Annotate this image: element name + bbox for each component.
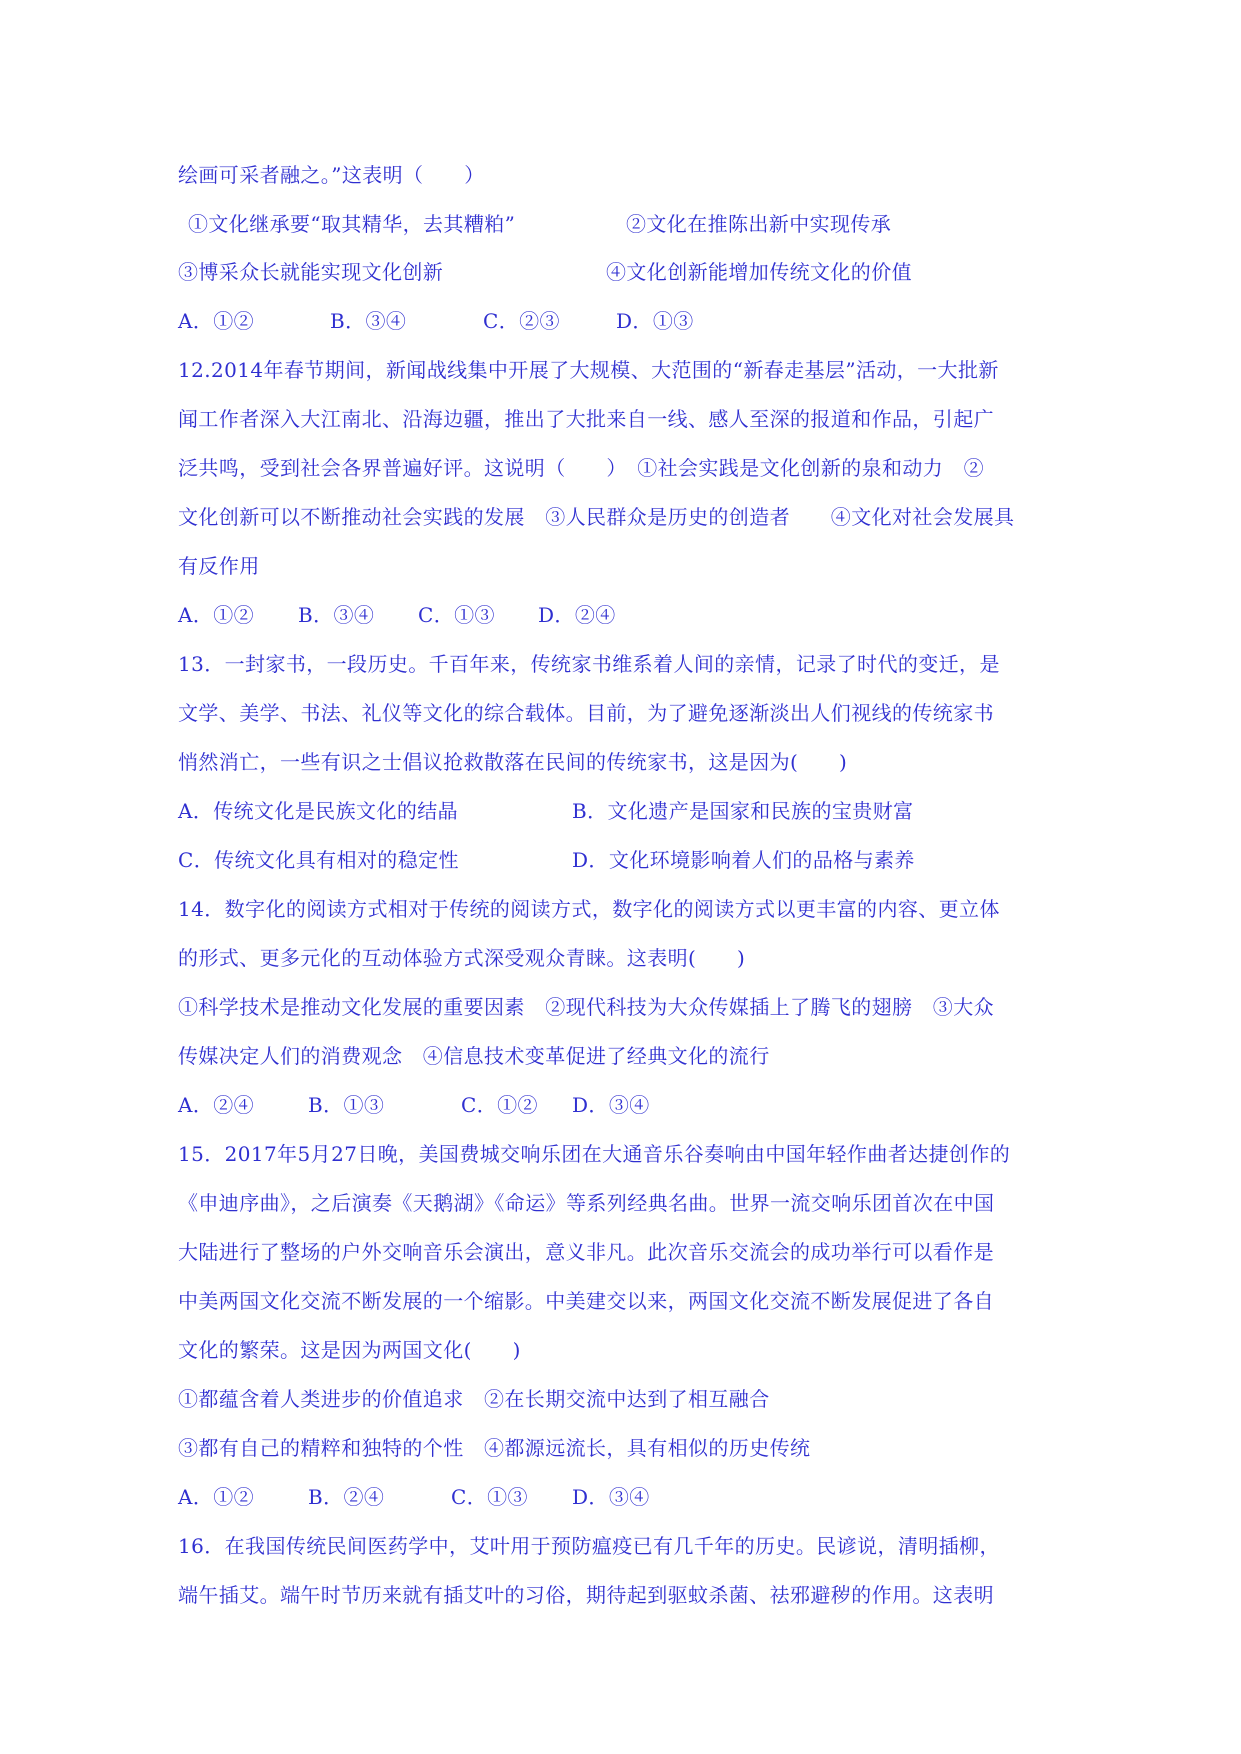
q14-text-line: ①科学技术是推动文化发展的重要因素 ②现代科技为大众传媒插上了腾飞的翅膀 ③大众 (178, 995, 994, 1019)
q14-text-line: 的形式、更多元化的互动体验方式深受观众青睐。这表明( ) (178, 946, 746, 970)
q15-choice-d: D．③④ (572, 1485, 650, 1509)
q13-choice-b: B．文化遗产是国家和民族的宝贵财富 (572, 799, 914, 823)
q13-text-line: 13．一封家书，一段历史。千百年来，传统家书维系着人间的亲情，记录了时代的变迁，是 (178, 652, 1000, 676)
q14-choice-c: C．①② (461, 1093, 538, 1117)
q13-choice-a: A．传统文化是民族文化的结晶 (178, 799, 459, 823)
q13-choice-c: C．传统文化具有相对的稳定性 (178, 848, 459, 872)
q15-statements-row-1: ①都蕴含着人类进步的价值追求 ②在长期交流中达到了相互融合 (178, 1387, 770, 1411)
q14-text-line: 14．数字化的阅读方式相对于传统的阅读方式，数字化的阅读方式以更丰富的内容、更立体 (178, 897, 1000, 921)
q14-choice-d: D．③④ (572, 1093, 650, 1117)
q14-choice-b: B．①③ (308, 1093, 385, 1117)
q13-text-line: 文学、美学、书法、礼仪等文化的综合载体。目前，为了避免逐渐淡出人们视线的传统家书 (178, 701, 994, 725)
q15-text-line: 《申迪序曲》，之后演奏《天鹅湖》《命运》等系列经典名曲。世界一流交响乐团首次在中国 (178, 1191, 995, 1215)
q12-choice-b: B．③④ (298, 603, 375, 627)
q16-text-line: 端午插艾。端午时节历来就有插艾叶的习俗，期待起到驱蚊杀菌、祛邪避秽的作用。这表明 (178, 1583, 994, 1607)
q15-text-line: 15．2017年5月27日晚，美国费城交响乐团在大通音乐谷奏响由中国年轻作曲者达捷创作的 (178, 1142, 1011, 1166)
q11-statement-4: ④文化创新能增加传统文化的价值 (606, 260, 912, 284)
q15-text-line: 大陆进行了整场的户外交响音乐会演出，意义非凡。此次音乐交流会的成功举行可以看作是 (178, 1240, 994, 1264)
q11-choice-b: B．③④ (330, 309, 407, 333)
q15-choice-c: C．①③ (451, 1485, 528, 1509)
q15-choice-b: B．②④ (308, 1485, 385, 1509)
q12-text-line: 文化创新可以不断推动社会实践的发展 ③人民群众是历史的创造者 ④文化对社会发展具 (178, 505, 1015, 529)
q11-statement-2: ②文化在推陈出新中实现传承 (626, 212, 892, 236)
q12-text-line: 12.2014年春节期间，新闻战线集中开展了大规模、大范围的“新春走基层”活动，一大批新 (178, 358, 999, 382)
q15-text-line: 文化的繁荣。这是因为两国文化( ) (178, 1338, 521, 1362)
q13-text-line: 悄然消亡，一些有识之士倡议抢救散落在民间的传统家书，这是因为( ) (178, 750, 848, 774)
q11-text-line: 绘画可采者融之。”这表明（ ） (178, 163, 485, 187)
q11-choice-a: A．①② (178, 309, 255, 333)
q13-choice-d: D．文化环境影响着人们的品格与素养 (572, 848, 915, 872)
q12-text-line: 闻工作者深入大江南北、沿海边疆，推出了大批来自一线、感人至深的报道和作品，引起广 (178, 407, 994, 431)
q12-text-line: 有反作用 (178, 554, 260, 578)
q12-choice-c: C．①③ (418, 603, 495, 627)
q11-statement-3: ③博采众长就能实现文化创新 (178, 260, 444, 284)
q11-choice-c: C．②③ (483, 309, 560, 333)
q11-choice-d: D．①③ (616, 309, 694, 333)
q16-text-line: 16．在我国传统民间医药学中，艾叶用于预防瘟疫已有几千年的历史。民谚说，清明插柳， (178, 1534, 1000, 1558)
q14-text-line: 传媒决定人们的消费观念 ④信息技术变革促进了经典文化的流行 (178, 1044, 770, 1068)
q12-text-line: 泛共鸣，受到社会各界普遍好评。这说明（ ） ①社会实践是文化创新的泉和动力 ② (178, 456, 984, 480)
q11-statement-1: ①文化继承要“取其精华，去其糟粕” (188, 212, 516, 236)
q15-text-line: 中美两国文化交流不断发展的一个缩影。中美建交以来，两国文化交流不断发展促进了各自 (178, 1289, 994, 1313)
q15-statements-row-2: ③都有自己的精粹和独特的个性 ④都源远流长，具有相似的历史传统 (178, 1436, 811, 1460)
q12-choice-a: A．①② (178, 603, 255, 627)
q12-choice-d: D．②④ (538, 603, 616, 627)
q14-choice-a: A．②④ (178, 1093, 255, 1117)
q15-choice-a: A．①② (178, 1485, 255, 1509)
